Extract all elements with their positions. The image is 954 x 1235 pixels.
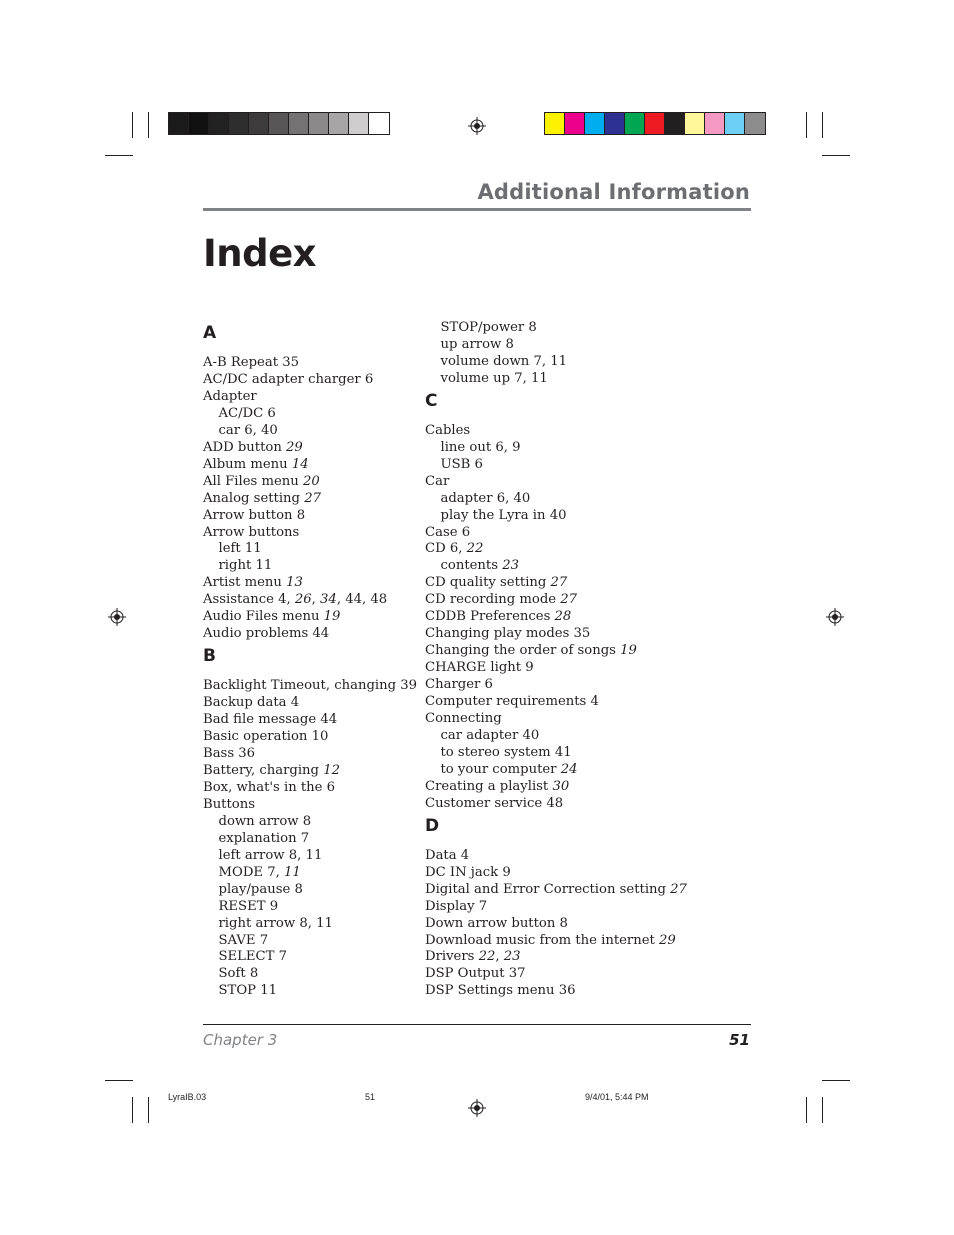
index-subentry — [203, 406, 413, 423]
index-entry — [203, 575, 413, 592]
color-swatch — [585, 113, 605, 134]
color-swatch — [309, 113, 329, 134]
index-section-letter: D — [425, 815, 440, 836]
index-entry-text: Album menu — [203, 456, 292, 472]
color-swatch — [625, 113, 645, 134]
index-subentry — [425, 745, 751, 762]
index-entry — [425, 694, 751, 711]
index-entry-text: CD 6, — [425, 541, 467, 557]
registration-mark-icon — [468, 117, 486, 135]
index-page-ref-italic: 11 — [283, 864, 301, 880]
color-swatch — [169, 113, 189, 134]
index-entry-text: left 11 — [218, 541, 262, 557]
color-swatch — [645, 113, 665, 134]
index-entry-text: Buttons — [203, 796, 255, 812]
crop-mark — [105, 155, 133, 156]
index-entry — [425, 423, 751, 440]
index-entry-text: AC/DC adapter charger 6 — [203, 371, 374, 387]
index-entry-text: DSP Output 37 — [425, 966, 526, 982]
color-swatch — [685, 113, 705, 134]
index-entry-text: left arrow 8, 11 — [218, 847, 323, 863]
index-subentry — [203, 848, 413, 865]
index-entry-text: CHARGE light 9 — [425, 660, 534, 676]
index-entry — [203, 457, 413, 474]
index-entry-text: Analog setting — [203, 490, 305, 506]
index-entry-text: Download music from the internet — [425, 932, 660, 948]
index-entry-text: Arrow buttons — [203, 524, 300, 540]
index-subentry — [203, 865, 413, 882]
index-page-ref-italic: 27 — [670, 881, 687, 897]
index-entry — [203, 695, 413, 712]
index-subentry — [425, 508, 751, 525]
index-page-ref-italic: 26 — [294, 592, 312, 608]
index-entry — [425, 677, 751, 694]
index-entry — [425, 609, 751, 626]
index-entry-text: Drivers — [425, 949, 479, 965]
index-entry — [425, 966, 751, 983]
color-calibration-bar — [544, 112, 766, 135]
index-section-letter: C — [425, 390, 438, 411]
index-entry-text: DSP Settings menu 36 — [425, 983, 576, 999]
grayscale-calibration-bar — [168, 112, 390, 135]
index-entry-text: MODE 7, — [218, 864, 284, 880]
index-entry — [425, 575, 751, 592]
index-page-ref-italic: 27 — [550, 575, 568, 591]
index-entry-text: Box, what's in the 6 — [203, 779, 336, 795]
index-entry-text: Audio Files menu — [203, 609, 324, 625]
index-entry-text: Charger 6 — [425, 677, 493, 693]
color-swatch — [665, 113, 685, 134]
index-entry-text: play the Lyra in 40 — [440, 507, 567, 523]
index-entry-text: line out 6, 9 — [440, 439, 521, 455]
crop-mark — [105, 1080, 133, 1081]
index-entry-text: CD quality setting — [425, 575, 551, 591]
color-swatch — [189, 113, 209, 134]
index-entry-text: contents — [440, 558, 503, 574]
index-entry-text: Computer requirements 4 — [425, 694, 599, 710]
index-entry — [203, 525, 413, 542]
index-entry-text: Changing the order of songs — [425, 643, 621, 659]
index-page-ref-italic: 23 — [502, 558, 519, 574]
index-subentry — [203, 541, 413, 558]
index-entry-text: Arrow button 8 — [203, 507, 306, 523]
index-entry-text: , 44, 48 — [336, 592, 388, 608]
index-entry — [425, 779, 751, 796]
index-entry — [203, 729, 413, 746]
section-header-title: Additional Information — [477, 180, 750, 204]
index-subentry — [203, 423, 413, 440]
index-entry-text: RESET 9 — [218, 898, 279, 914]
index-subentry — [203, 899, 413, 916]
index-subentry — [203, 983, 413, 1000]
index-page-ref-italic: 28 — [554, 609, 572, 625]
index-entry — [203, 763, 413, 780]
color-swatch — [369, 113, 389, 134]
crop-mark — [132, 1097, 133, 1123]
color-swatch — [605, 113, 625, 134]
index-entry — [425, 916, 751, 933]
index-entry-text: volume down 7, 11 — [440, 353, 568, 369]
index-entry-text: Soft 8 — [218, 966, 259, 982]
index-page-ref-italic: 19 — [323, 609, 341, 625]
index-entry — [425, 983, 751, 1000]
index-entry-text: Connecting — [425, 711, 502, 727]
index-entry — [203, 797, 413, 814]
index-page-ref-italic: 29 — [286, 439, 303, 455]
index-entry-text: down arrow 8 — [218, 813, 312, 829]
index-section-letter: B — [203, 646, 216, 667]
index-entry-text: Customer service 48 — [425, 795, 564, 811]
index-entry-text: right 11 — [218, 558, 273, 574]
index-entry — [203, 712, 413, 729]
index-subentry — [203, 814, 413, 831]
slug-page: 51 — [365, 1092, 376, 1102]
index-page-ref-italic: 29 — [659, 932, 676, 948]
index-subentry — [203, 882, 413, 899]
crop-mark — [822, 1080, 850, 1081]
color-swatch — [209, 113, 229, 134]
index-subentry — [425, 320, 751, 337]
index-entry — [203, 609, 413, 626]
footer-chapter: Chapter 3 — [203, 1031, 278, 1049]
index-section-letter: A — [203, 323, 217, 343]
index-subentry — [203, 949, 413, 966]
index-entry-text: Backlight Timeout, changing 39 — [203, 678, 418, 694]
index-entry-text: Bad file message 44 — [203, 712, 338, 728]
index-subentry — [203, 916, 413, 933]
index-subentry — [425, 337, 751, 354]
slug-timestamp: 9/4/01, 5:44 PM — [585, 1092, 649, 1102]
index-entry-text: Backup data 4 — [203, 695, 300, 711]
crop-mark — [822, 112, 823, 138]
index-page-ref-italic: 27 — [304, 490, 321, 506]
index-column-left — [203, 320, 418, 1000]
index-page-ref-italic: 27 — [560, 592, 578, 608]
color-swatch — [249, 113, 269, 134]
index-page-ref-italic: 24 — [560, 761, 578, 777]
index-entry-text: SELECT 7 — [218, 949, 288, 965]
index-entry — [425, 865, 751, 882]
index-entry-text: A-B Repeat 35 — [203, 355, 299, 370]
index-entry-text: adapter 6, 40 — [440, 490, 531, 506]
index-entry-text: Audio problems 44 — [203, 626, 330, 642]
index-entry-text: to stereo system 41 — [440, 744, 572, 760]
color-swatch — [229, 113, 249, 134]
registration-mark-icon — [468, 1099, 486, 1117]
index-entry — [425, 541, 751, 558]
index-entry-text: car adapter 40 — [440, 727, 540, 743]
index-entry-text: Digital and Error Correction setting — [425, 881, 671, 897]
index-entry-text: Bass 36 — [203, 746, 256, 762]
index-subentry — [425, 440, 751, 457]
index-page-ref-italic: 34 — [320, 592, 337, 608]
index-entry — [203, 474, 413, 491]
index-subentry — [425, 491, 751, 508]
index-page-ref-italic: 22 — [478, 949, 496, 965]
index-subentry — [425, 354, 751, 371]
index-entry-text: Display 7 — [425, 898, 488, 914]
index-page-ref-italic: 30 — [552, 778, 570, 794]
index-entry-text: Down arrow button 8 — [425, 915, 568, 931]
index-entry-text: USB 6 — [440, 456, 483, 472]
index-entry-text: up arrow 8 — [440, 336, 514, 352]
index-entry — [203, 355, 413, 372]
index-entry — [203, 780, 413, 797]
index-subentry — [425, 762, 751, 779]
index-entry-text: AC/DC 6 — [218, 405, 276, 421]
index-entry — [425, 626, 751, 643]
index-page-ref-italic: 22 — [466, 541, 484, 557]
index-entry — [203, 678, 418, 695]
color-swatch — [565, 113, 585, 134]
color-swatch — [269, 113, 289, 134]
index-entry — [425, 525, 751, 542]
index-entry-text: Creating a playlist — [425, 778, 553, 794]
index-entry — [425, 949, 751, 966]
index-page-ref-italic: 13 — [286, 575, 303, 591]
color-swatch — [705, 113, 725, 134]
index-entry-text: Battery, charging — [203, 762, 324, 778]
index-page-ref-italic: 12 — [323, 762, 340, 778]
index-subentry — [203, 558, 413, 575]
index-entry — [425, 899, 751, 916]
color-swatch — [349, 113, 369, 134]
index-column-right — [425, 320, 751, 1000]
index-entry-text: to your computer — [440, 761, 561, 777]
index-entry — [425, 592, 751, 609]
index-entry-text: play/pause 8 — [218, 881, 303, 897]
index-entry — [425, 643, 751, 660]
index-entry-text: DC IN jack 9 — [425, 864, 511, 880]
index-subentry — [425, 371, 751, 388]
index-entry-text: Data 4 — [425, 847, 470, 863]
index-entry — [425, 882, 751, 899]
crop-mark — [806, 112, 807, 138]
index-entry-text: Changing play modes 35 — [425, 626, 591, 642]
crop-mark — [822, 1097, 823, 1123]
index-entry — [425, 848, 751, 865]
index-entry — [203, 746, 413, 763]
crop-mark — [148, 1097, 149, 1123]
index-entry — [425, 933, 751, 950]
crop-mark — [148, 112, 149, 138]
index-entry — [425, 796, 751, 813]
color-swatch — [745, 113, 765, 134]
index-entry — [425, 660, 751, 677]
index-entry-text: right arrow 8, 11 — [218, 915, 333, 931]
index-entry-text: , — [311, 592, 321, 608]
index-entry — [203, 626, 413, 643]
index-entry-text: Adapter — [203, 388, 257, 404]
color-swatch — [545, 113, 565, 134]
header-rule — [203, 208, 751, 211]
index-entry-text: STOP/power 8 — [440, 320, 537, 335]
index-entry-text: CDDB Preferences — [425, 609, 555, 625]
index-subentry — [425, 558, 751, 575]
index-entry — [203, 372, 413, 389]
crop-mark — [132, 112, 133, 138]
index-entry — [203, 592, 413, 609]
slug-filename: LyraIB.03 — [168, 1092, 207, 1102]
index-subentry — [203, 831, 413, 848]
registration-mark-icon — [108, 608, 126, 626]
index-entry-text: car 6, 40 — [218, 422, 278, 438]
index-entry-text: , — [495, 949, 504, 965]
index-entry-text: Car — [425, 473, 450, 489]
index-entry-text: Case 6 — [425, 524, 471, 540]
index-entry — [425, 711, 751, 728]
crop-mark — [806, 1097, 807, 1123]
index-subentry — [425, 728, 751, 745]
index-entry-text: All Files menu — [203, 473, 303, 489]
registration-mark-icon — [826, 608, 844, 626]
index-subentry — [425, 457, 751, 474]
index-entry — [203, 389, 413, 406]
index-page-ref-italic: 14 — [291, 456, 309, 472]
page-title: Index — [203, 232, 317, 275]
index-page-ref-italic: 19 — [620, 643, 637, 659]
index-entry-text: Assistance 4, — [203, 592, 295, 608]
index-entry-text: ADD button — [203, 439, 287, 455]
index-subentry — [203, 966, 413, 983]
color-swatch — [329, 113, 349, 134]
color-swatch — [289, 113, 309, 134]
footer-page-number: 51 — [729, 1031, 750, 1049]
index-entry — [425, 474, 751, 491]
index-entry-text: Basic operation 10 — [203, 729, 329, 745]
index-entry-text: Artist menu — [203, 575, 287, 591]
index-entry-text: Cables — [425, 422, 471, 438]
index-entry-text: volume up 7, 11 — [440, 370, 548, 386]
index-entry-text: STOP 11 — [218, 983, 277, 999]
index-subentry — [203, 933, 413, 950]
index-page-ref-italic: 23 — [503, 949, 521, 965]
color-swatch — [725, 113, 745, 134]
index-page-ref-italic: 20 — [303, 473, 320, 489]
index-entry — [203, 491, 413, 508]
index-entry-text: SAVE 7 — [218, 932, 269, 948]
index-entry-text: explanation 7 — [218, 830, 310, 846]
index-entry-text: CD recording mode — [425, 592, 561, 608]
index-entry — [203, 508, 413, 525]
crop-mark — [822, 155, 850, 156]
footer-rule — [203, 1024, 751, 1025]
index-entry — [203, 440, 413, 457]
